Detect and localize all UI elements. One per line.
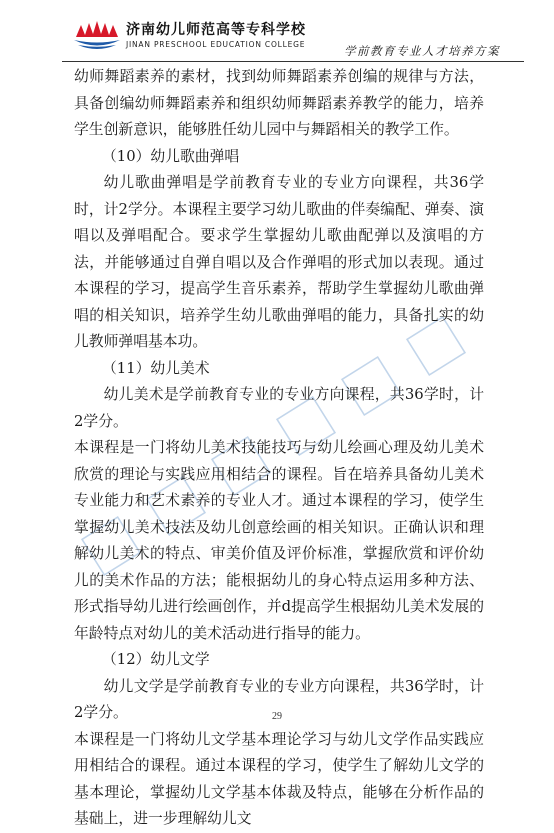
section-paragraph: 幼儿歌曲弹唱是学前教育专业的专业方向课程，共36学时，计2学分。本课程主要学习幼儿歌曲的伴奏编配、弹奏、演唱以及弹唱配合。要求学生掌握幼儿歌曲配弹以及演唱的方法，并能够通过自弹自唱以及合作弹唱的形式加以表现。通过本课程的学习，提高学生音乐素养，帮助学生掌握幼儿歌曲弹唱的相关知识，培养学生幼儿歌曲弹唱的能力，具备扎实的幼儿教师弹唱基本功。	[74, 174, 484, 350]
school-name-cn: 济南幼儿师范高等专科学校	[126, 22, 306, 38]
section-heading: （10）幼儿歌曲弹唱	[102, 147, 240, 165]
document-title: 学前教育专业人才培养方案	[344, 44, 500, 58]
intro-paragraph: 幼师舞蹈素养的素材，找到幼师舞蹈素养创编的规律与方法，具备创编幼师舞蹈素养和组织幼师舞蹈素养教学的能力，培养学生创新意识，能够胜任幼儿园中与舞蹈相关的教学工作。	[74, 68, 484, 138]
section-heading: （12）幼儿文学	[102, 651, 210, 668]
section-paragraph: 幼儿美术是学前教育专业的专业方向课程，共36学时，计2学分。	[74, 386, 484, 430]
college-logo-icon	[72, 20, 122, 50]
section-paragraph: 本课程是一门将幼儿文学基本理论学习与幼儿文学作品实践应用相结合的课程。通过本课程的学习，使学生了解幼儿文学的基本理论，掌握幼儿文学基本体裁及特点，能够在分析作品的基础上，进一步理解幼儿文	[74, 730, 484, 827]
header-divider	[62, 61, 524, 62]
section-heading: （11）幼儿美术	[102, 359, 210, 377]
school-name-en: JINAN PRESCHOOL EDUCATION COLLEGE	[126, 40, 306, 49]
section-paragraph: 幼儿文学是学前教育专业的专业方向课程，共36学时，计2学分。	[74, 677, 484, 721]
page-header	[0, 0, 554, 62]
page-number: 29	[272, 711, 282, 722]
section-paragraph: 本课程是一门将幼儿美术技能技巧与幼儿绘画心理及幼儿美术欣赏的理论与实践应用相结合的课程。旨在培养具备幼儿美术专业能力和艺术素养的专业人才。通过本课程的学习，使学生掌握幼儿美术技法及幼儿创意绘画的相关知识。正确认识和理解幼儿美术的特点、审美价值及评价标准，掌握欣赏和评价幼儿的美术作品的方法；能根据幼儿的身心特点运用多种方法、形式指导幼儿进行绘画创作，并d提高学生根据幼儿美术发展的年龄特点对幼儿的美术活动进行指导的能力。	[74, 439, 484, 642]
